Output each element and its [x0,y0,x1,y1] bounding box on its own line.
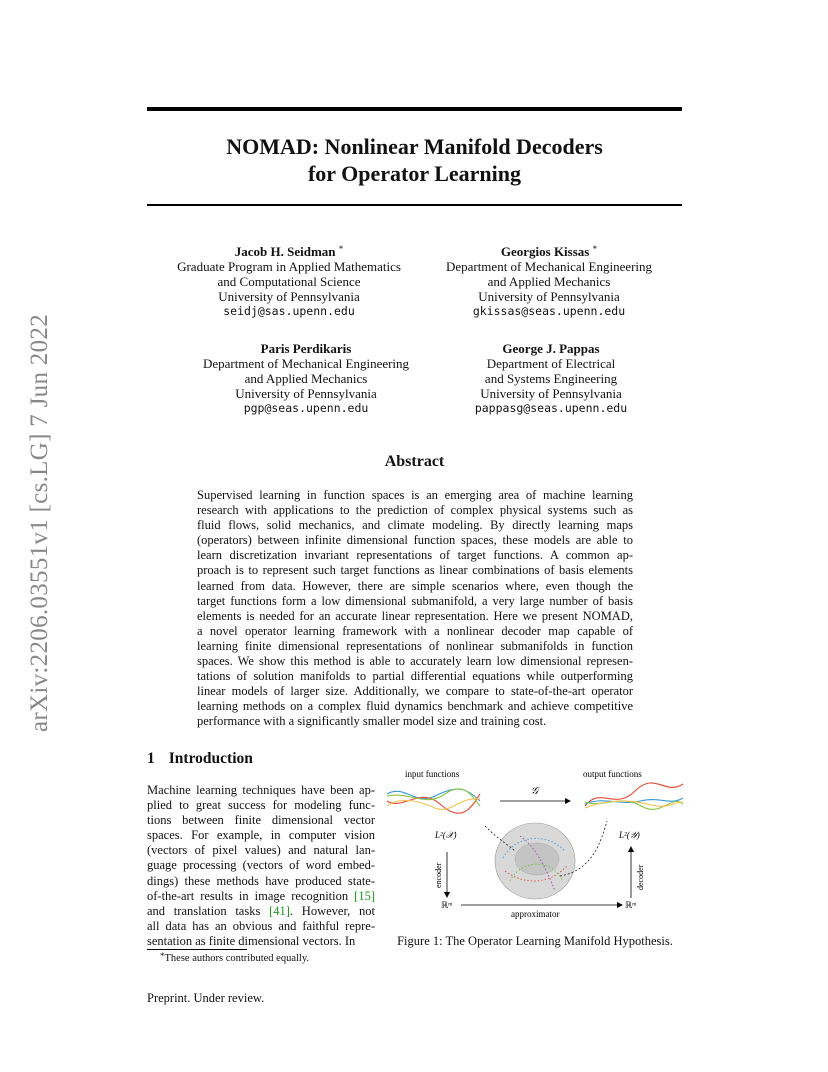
text-line: dings) these methods have produced state- [147,873,375,888]
abstract-line: proach is to represent such target functions as linear combinations of basis elements [197,563,633,578]
affiliation-line: University of Pennsylvania [478,289,620,304]
operator-symbol: 𝒢 [531,786,539,797]
abstract-line: performance with a significantly smaller model size and training cost. [197,714,547,729]
abstract-line: fluid flows, solid mechanics, and climate modeling. By directly learning maps [197,518,633,533]
preprint-notice: Preprint. Under review. [147,991,265,1005]
section-number: 1 [147,750,155,767]
arrow-head [617,902,623,908]
text-line: and translation tasks [147,903,270,918]
affiliation-line: University of Pennsylvania [235,386,377,401]
abstract-line: spaces. We show this method is able to accurately learn low dimensional represen- [197,654,633,669]
abstract-heading: Abstract [384,453,445,470]
footnote-text: These authors contributed equally. [164,953,310,964]
affiliation-line: Graduate Program in Applied Mathematics [177,259,401,274]
abstract-line: (operators) between infinite dimensional function spaces, these models are able to [197,533,633,548]
text-line: plied to great success for modeling func- [147,798,375,813]
affiliation-line: Department of Mechanical Engineering [202,356,410,371]
output-function-curves [585,783,683,810]
citation-link[interactable]: [15] [354,888,375,903]
arrow-head [444,892,450,898]
author-block-3 [175,341,437,416]
abstract-line: linear models of larger size. Additionally, we compare to state-of-the-art operator [197,684,633,699]
abstract-line: target functions form a low dimensional submanifold, a very large number of basis [197,593,633,608]
abstract-line: a novel operator learning framework with a nonlinear decoder map capable of [197,623,633,638]
affiliation-line: Department of Electrical [486,356,616,371]
top-rule [147,107,682,111]
author-block-1 [158,244,420,319]
text-line: tions between finite dimensional vector [147,813,375,828]
arrow-head [628,846,634,852]
affiliation-line: Department of Mechanical Engineering [445,259,653,274]
introduction-text [147,783,375,949]
text-line: (vectors of pixel values) and natural lan- [147,843,375,858]
title-line-2: for Operator Learning [307,161,522,186]
footnote-mark: * [160,951,165,961]
abstract-line: Supervised learning in function spaces is an emerging area of machine learning [197,488,633,502]
input-space-label: L²(𝒳) [435,830,457,840]
affiliation-line: and Applied Mechanics [244,371,368,386]
decoder-label: decoder [636,864,645,890]
affiliation-line: University of Pennsylvania [480,386,622,401]
arxiv-side-stamp: arXiv:2206.03551v1 [cs.LG] 7 Jun 2022 [26,314,53,732]
author-name: Jacob H. Seidman [234,244,336,259]
author-email[interactable]: pgp@seas.upenn.edu [243,401,369,415]
operator-learning-figure [385,766,685,926]
title-line-1: NOMAD: Nonlinear Manifold Decoders [226,134,603,159]
nonlinear-manifold [495,823,575,899]
text-line: of-the-art results in image recognition [147,888,355,903]
footnote-rule [147,949,247,950]
abstract-body [197,488,633,730]
title-bottom-rule [147,204,682,206]
affiliation-line: and Computational Science [217,274,361,289]
abstract-line: learning finite dimensional representations of nonlinear submanifolds in function [197,638,633,653]
author-block-4 [420,341,682,416]
author-email[interactable]: pappasg@seas.upenn.edu [474,401,628,415]
author-email[interactable]: gkissas@seas.upenn.edu [472,304,626,318]
encoder-label: encoder [434,862,443,888]
text-line: Machine learning techniques have been ap- [147,783,375,797]
author-name: Georgios Kissas [500,244,590,259]
input-functions-label: input functions [405,769,460,779]
output-functions-label: output functions [583,769,642,779]
author-email[interactable]: seidj@sas.upenn.edu [223,304,355,318]
abstract-line: tations of solution manifolds to partial differential equations while outperforming [197,669,633,684]
figure-caption: Figure 1: The Operator Learning Manifold Hypothesis. [397,934,673,948]
author-name: George J. Pappas [502,341,600,356]
text-line: guage processing (vectors of word embed- [147,858,375,873]
abstract-line: research with applications to the prediction of complex physical systems such as [197,503,633,518]
text-line: all data has an obvious and faithful repre- [147,918,375,933]
latent-space-right: ℝᵐ [625,900,637,910]
abstract-line: learning methods on a complex fluid dynamics benchmark and achieve competitive [197,699,633,714]
author-block-2 [418,244,680,319]
section-title: Introduction [168,750,253,767]
text-line: spaces. For example, in computer vision [147,828,375,843]
input-function-curves [387,789,480,813]
paper-title [147,133,682,187]
citation-link[interactable]: [41] [269,903,290,918]
affiliation-line: and Systems Engineering [484,371,618,386]
arrow-head [565,798,571,804]
equal-contribution-mark: * [338,244,344,254]
affiliation-line: University of Pennsylvania [218,289,360,304]
affiliation-line: and Applied Mechanics [487,274,611,289]
latent-space-left: ℝᵐ [441,900,453,910]
output-space-label: L²(𝒴) [619,830,640,840]
text-line: sentation as finite dimensional vectors. In [147,933,356,948]
text-line: . However, not [289,903,375,918]
abstract-line: elements is needed for an accurate linear representation. Here we present NOMAD, [197,608,633,623]
equal-contribution-mark: * [592,244,598,254]
approximator-label: approximator [511,909,560,919]
section-heading [147,750,253,768]
abstract-line: learn discretization invariant representations of target functions. A common ap- [197,548,633,563]
abstract-line: learned from data. However, there are simple scenarios where, even though the [197,578,633,593]
footnote [160,953,309,964]
author-name: Paris Perdikaris [260,341,352,356]
